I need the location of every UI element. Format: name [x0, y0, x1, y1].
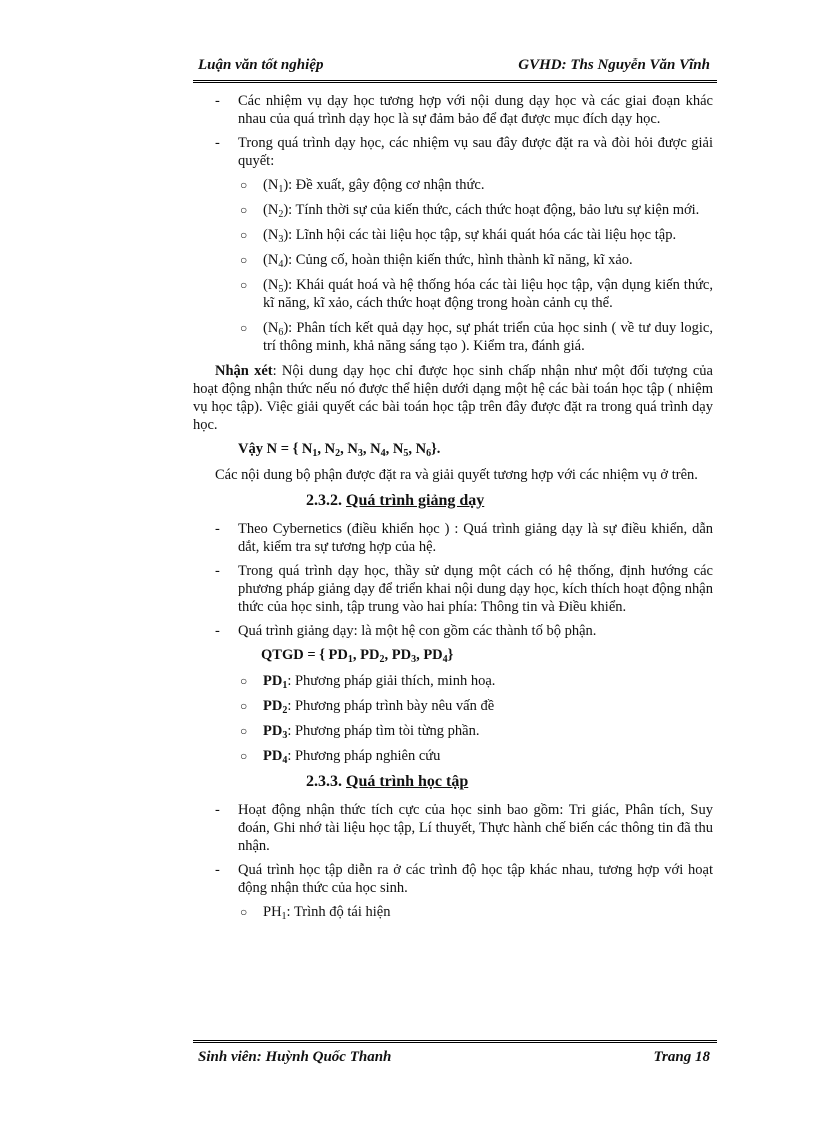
method-item: ○ $PD_4$: Phương pháp nghiên cứu — [240, 748, 441, 766]
circle-bullet-icon: ○ — [240, 253, 248, 267]
circle-bullet-icon: ○ — [240, 905, 248, 919]
bullet-item: - Theo Cybernetics (điều khiển học ) : Quá trình giảng dạy là sự điều khiển, dẫn dắt, kiểm tra sự tương hợp của hệ. — [193, 520, 713, 556]
page-header — [193, 57, 713, 79]
circle-bullet-icon: ○ — [240, 724, 248, 738]
circle-bullet-icon: ○ — [240, 699, 248, 713]
bullet-item: - Trong quá trình dạy học, thầy sử dụng một cách có hệ thống, định hướng các phương pháp giảng dạy để triển khai nội dung dạy học, kích thích hoạt động nhận thức của học sinh, tập trung vào hai phía: Thông tin và Điều khiển. — [193, 562, 713, 616]
page-body — [193, 92, 713, 928]
formula-n: Vậy N = { $N_1$, $N_2$, $N_3$, $N_4$, $N_5$, $N_6$}. — [238, 441, 441, 459]
remark-paragraph: Nhận xét: Nội dung dạy học chỉ được học sinh chấp nhận như một đối tượng của hoạt động nhận thức nếu nó được thể hiện dưới dạng một hệ các bài toán học tập ( nhiệm vụ học tập). Việc giải quyết các bài toán học tập trên đây được đặt ra trong quá trình dạy học. — [193, 363, 713, 433]
conclusion-paragraph: Các nội dung bộ phận được đặt ra và giải quyết tương hợp với các nhiệm vụ ở trên. — [215, 467, 698, 483]
footer-student: Sinh viên: Huỳnh Quốc Thanh — [198, 1049, 392, 1065]
formula-qtgd: QTGD = { $PD_1$, $PD_2$, $PD_3$, $PD_4$} — [261, 647, 454, 665]
method-item: ○ $PD_2$: Phương pháp trình bày nêu vấn đề — [240, 698, 495, 716]
circle-bullet-icon: ○ — [240, 278, 248, 292]
circle-bullet-icon: ○ — [240, 178, 248, 192]
circle-bullet-icon: ○ — [240, 321, 248, 335]
task-item: ○ $(N_4)$: Củng cố, hoàn thiện kiến thức, hình thành kĩ năng, kĩ xảo. — [240, 252, 633, 270]
circle-bullet-icon: ○ — [240, 749, 248, 763]
task-item: ○ $(N_5)$: Khái quát hoá và hệ thống hóa các tài liệu học tập, vận dụng kiến thức, kĩ năng, kĩ xảo, cách thức hoạt động trong hoàn cảnh cụ thể. — [240, 277, 713, 311]
bullet-item: - Quá trình giảng dạy: là một hệ con gồm các thành tố bộ phận. — [193, 622, 713, 640]
section-heading-233: 2.3.3. Quá trình học tập — [306, 773, 469, 790]
section-heading-232: 2.3.2. Quá trình giảng dạy — [306, 492, 485, 509]
bullet-item: - Quá trình học tập diễn ra ở các trình độ học tập khác nhau, tương hợp với hoạt động nhận thức của học sinh. — [193, 861, 713, 897]
method-item: ○ $PD_1$: Phương pháp giải thích, minh hoạ. — [240, 673, 496, 691]
task-item: ○ $(N_1)$: Đề xuất, gây động cơ nhận thức. — [240, 177, 485, 195]
header-thesis-title: Luận văn tốt nghiệp — [198, 57, 324, 73]
bullet-item: - Các nhiệm vụ dạy học tương hợp với nội dung dạy học và các giai đoạn khác nhau của quá trình dạy học là sự đảm bảo để đạt được mục đích dạy học. — [193, 92, 713, 128]
circle-bullet-icon: ○ — [240, 674, 248, 688]
header-rule — [193, 80, 717, 83]
footer-page-number: Trang 18 — [653, 1049, 710, 1065]
footer-rule — [193, 1040, 717, 1043]
circle-bullet-icon: ○ — [240, 203, 248, 217]
task-item: ○ $(N_6)$: Phân tích kết quả dạy học, sự phát triển của học sinh ( về tư duy logic, trí thông minh, khả năng sáng tạo ). Kiểm tra, đánh giá. — [240, 320, 713, 354]
circle-bullet-icon: ○ — [240, 228, 248, 242]
header-advisor: GVHD: Ths Nguyễn Văn Vĩnh — [518, 57, 710, 73]
level-item: ○ $PH_1$: Trình độ tái hiện — [240, 904, 391, 922]
bullet-item: - Trong quá trình dạy học, các nhiệm vụ sau đây được đặt ra và đòi hỏi được giải quyết: — [193, 134, 713, 170]
task-item: ○ $(N_2)$: Tính thời sự của kiến thức, cách thức hoạt động, bảo lưu sự kiện mới. — [240, 202, 700, 220]
task-item: ○ $(N_3)$: Lĩnh hội các tài liệu học tập, sự khái quát hóa các tài liệu học tập. — [240, 227, 677, 245]
bullet-item: - Hoạt động nhận thức tích cực của học sinh bao gồm: Tri giác, Phân tích, Suy đoán, Ghi nhớ tài liệu học tập, Lí thuyết, Thực hành chế biến các thông tin đã thu nhận. — [193, 801, 713, 855]
method-item: ○ $PD_3$: Phương pháp tìm tòi từng phần. — [240, 723, 480, 741]
